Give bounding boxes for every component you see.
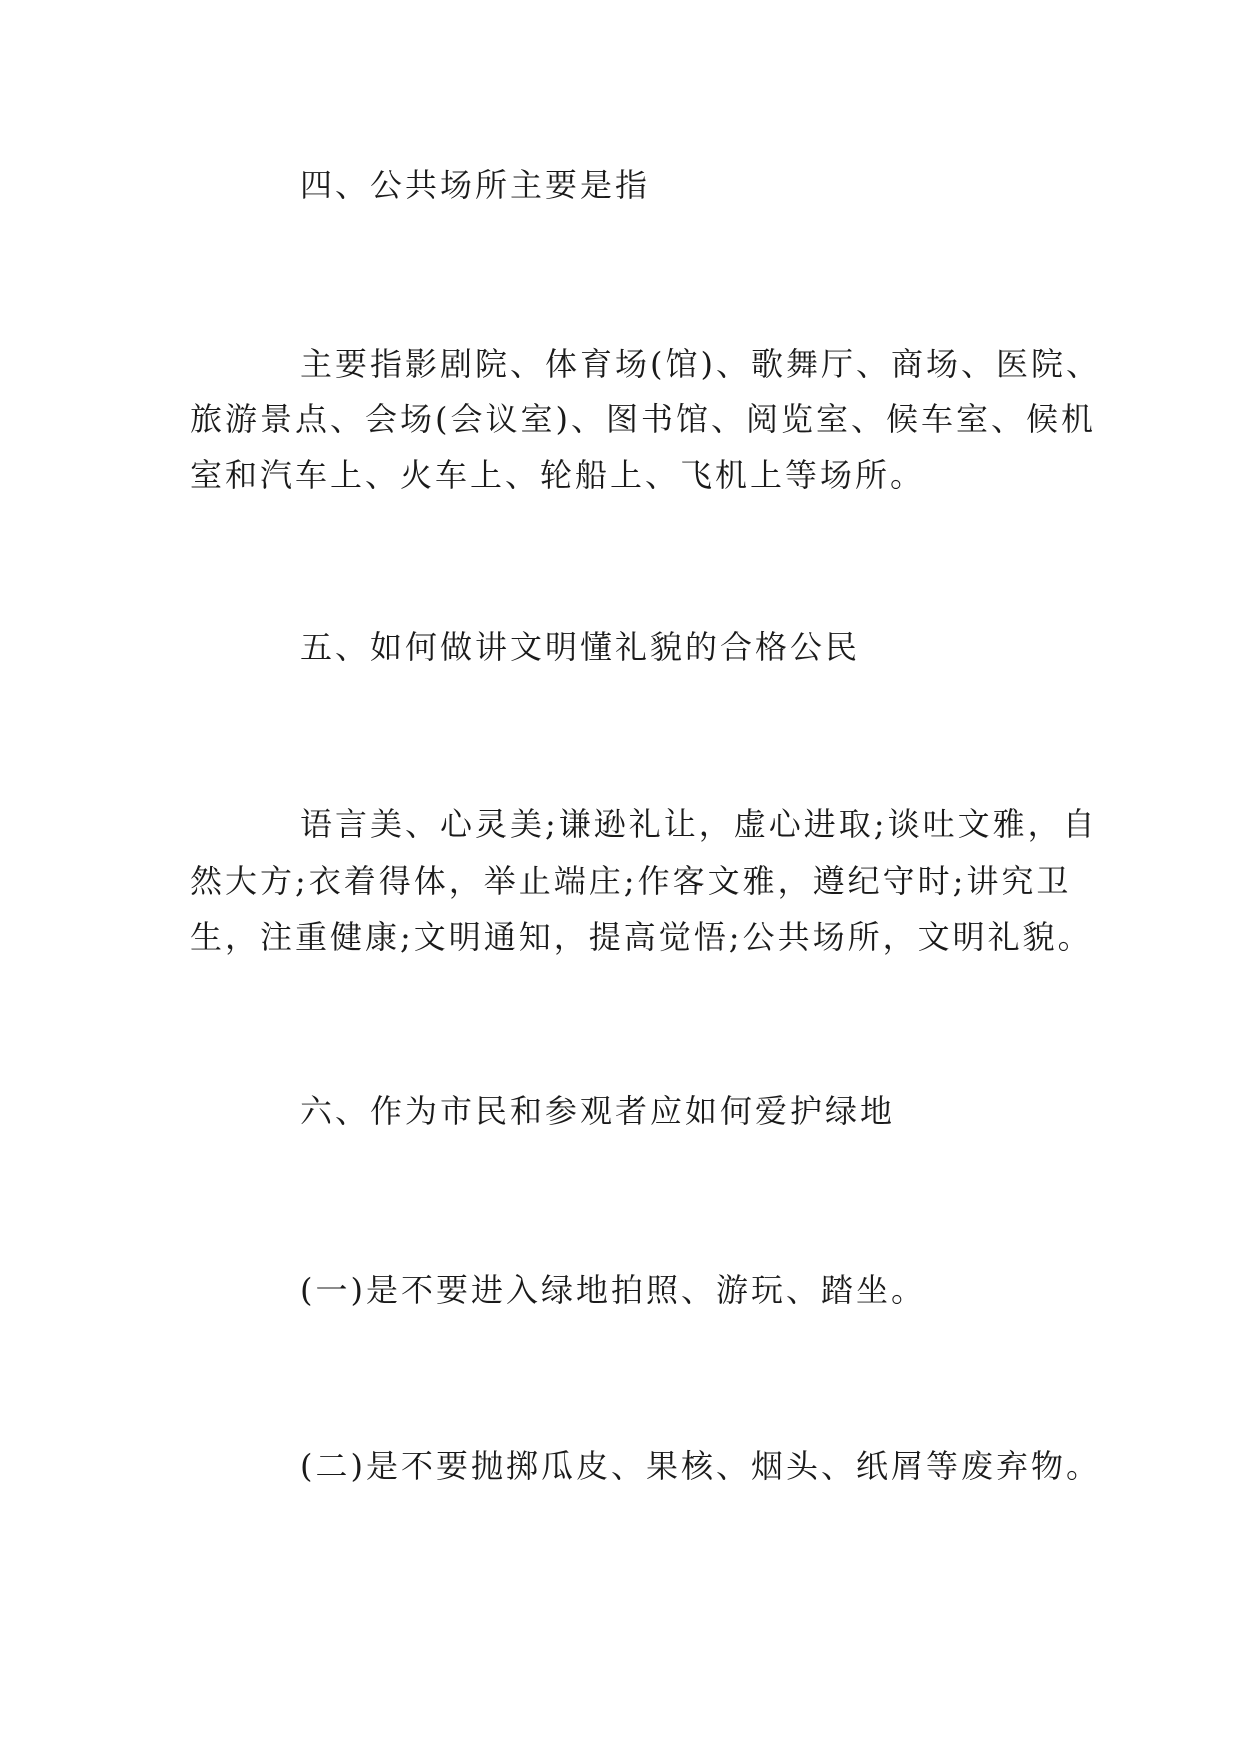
section-5-paragraph-line-3: 生，注重健康;文明通知，提高觉悟;公共场所，文明礼貌。 xyxy=(190,918,1093,956)
section-4-heading: 四、公共场所主要是指 xyxy=(300,166,651,204)
section-6-item-1: (一)是不要进入绿地拍照、游玩、踏坐。 xyxy=(300,1271,926,1309)
section-6-heading: 六、作为市民和参观者应如何爱护绿地 xyxy=(300,1092,896,1130)
section-5-paragraph-line-1: 语言美、心灵美;谦逊礼让，虚心进取;谈吐文雅，自 xyxy=(300,805,1098,843)
section-4-paragraph-line-2: 旅游景点、会场(会议室)、图书馆、阅览室、候车室、候机 xyxy=(190,400,1096,438)
section-4-paragraph-line-3: 室和汽车上、火车上、轮船上、飞机上等场所。 xyxy=(190,456,926,494)
section-4-paragraph-line-1: 主要指影剧院、体育场(馆)、歌舞厅、商场、医院、 xyxy=(300,345,1101,383)
section-6-item-2: (二)是不要抛掷瓜皮、果核、烟头、纸屑等废弃物。 xyxy=(300,1447,1101,1485)
section-5-heading: 五、如何做讲文明懂礼貌的合格公民 xyxy=(300,628,861,666)
section-5-paragraph-line-2: 然大方;衣着得体，举止端庄;作客文雅，遵纪守时;讲究卫 xyxy=(190,862,1072,900)
